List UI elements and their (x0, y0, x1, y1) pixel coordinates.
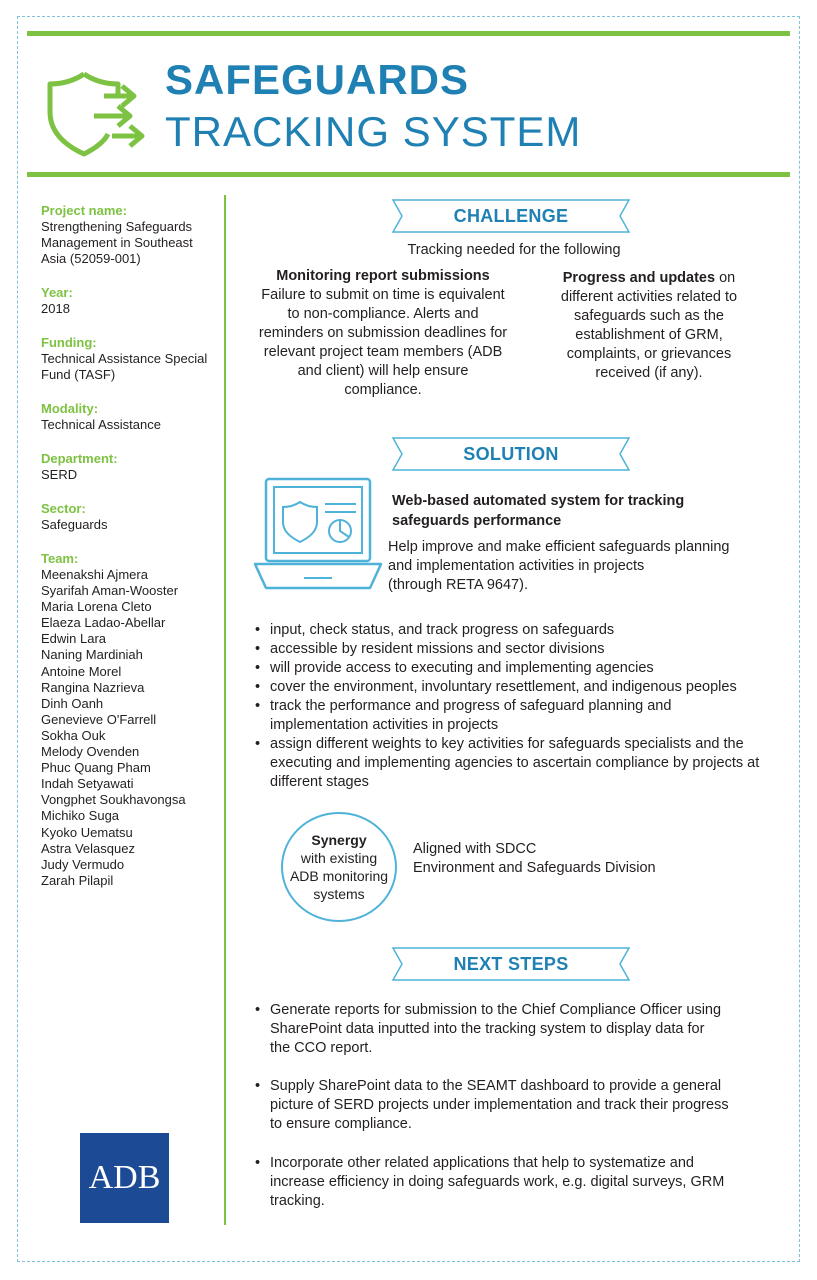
solution-desc-line1: Help improve and make efficient safeguards planning (388, 539, 730, 555)
synergy-title: Synergy (311, 832, 367, 848)
team-list (41, 567, 219, 889)
challenge-left-column (258, 267, 508, 400)
funding-value: Technical Assistance Special Fund (TASF) (41, 351, 208, 382)
team-member: Maria Lorena Cleto (41, 599, 152, 615)
project-name-value: Strengthening Safeguards Management in Southeast Asia (52059-001) (41, 219, 193, 266)
team-member: Sokha Ouk (41, 727, 106, 743)
synergy-line3: systems (313, 886, 365, 902)
modality-value: Technical Assistance (41, 417, 161, 432)
team-member: Rangina Nazrieva (41, 679, 145, 695)
next-steps-list (255, 1001, 725, 1058)
team-member: Dinh Oanh (41, 695, 104, 711)
team-member: Meenakshi Ajmera (41, 567, 148, 582)
team-member: Edwin Lara (41, 631, 107, 647)
solution-title-line2: safeguards performance (392, 513, 562, 529)
funding-label: Funding: (41, 335, 97, 350)
year-label: Year: (41, 285, 73, 300)
shield-arrows-icon (44, 68, 154, 160)
team-member: Syarifah Aman-Wooster (41, 583, 179, 599)
challenge-left-title: Monitoring report submissions (276, 268, 490, 284)
team-member: Zarah Pilapil (41, 872, 114, 888)
challenge-left-body: Failure to submit on time is equivalent to non-compliance. Alerts and reminders on submission deadlines for relevant project team members (ADB and client) will help ensure compliance. (258, 287, 508, 398)
list-item: • will provide access to executing and implementing agencies (255, 659, 783, 678)
solution-banner (392, 437, 630, 471)
sector-label: Sector: (41, 501, 86, 516)
challenge-right-body: on different activities related to safeguards such as the establishment of GRM, complaints, or grievances received (if any). (560, 270, 738, 381)
team-member: Indah Setyawati (41, 776, 134, 792)
next-steps-heading: NEXT STEPS (453, 954, 569, 974)
challenge-right-column (548, 269, 750, 383)
laptop-shield-chart-icon (252, 476, 384, 594)
header-bottom-rule (27, 172, 790, 177)
project-info-sidebar (41, 203, 219, 907)
next-steps-banner (392, 947, 630, 981)
team-member: Phuc Quang Pham (41, 760, 151, 776)
solution-description (388, 538, 730, 595)
adb-logo: ADB (80, 1133, 169, 1223)
solution-title-line1: Web-based automated system for tracking (392, 493, 685, 509)
list-item: • assign different weights to key activities for safeguards specialists and the executing and implementing agencies to ascertain compliance by projects at different stages (255, 735, 783, 792)
modality-label: Modality: (41, 401, 99, 416)
challenge-intro: Tracking needed for the following (407, 242, 621, 258)
solution-desc-line3: (through RETA 9647). (388, 577, 528, 593)
team-member: Michiko Suga (41, 808, 120, 824)
team-member: Judy Vermudo (41, 856, 125, 872)
synergy-line2: ADB monitoring (289, 868, 389, 884)
list-item: • track the performance and progress of safeguard planning and implementation activities in projects (255, 697, 705, 735)
list-item: • accessible by resident missions and sector divisions (255, 640, 783, 659)
sector-value: Safeguards (41, 517, 108, 532)
team-member: Elaeza Ladao-Abellar (41, 615, 166, 631)
solution-desc-line2: and implementation activities in projects (388, 558, 645, 574)
solution-title (392, 491, 684, 531)
aligned-line2: Environment and Safeguards Division (413, 860, 656, 876)
team-member: Melody Ovenden (41, 744, 140, 760)
team-member: Naning Mardiniah (41, 647, 143, 663)
team-member: Kyoko Uematsu (41, 824, 133, 840)
list-item: • Generate reports for submission to the Chief Compliance Officer using SharePoint data inputted into the tracking system to display data for the CCO report. (255, 1001, 725, 1058)
aligned-line1: Aligned with SDCC (413, 841, 537, 857)
year-value: 2018 (41, 301, 70, 316)
next-steps-list (255, 1077, 733, 1134)
challenge-heading: CHALLENGE (453, 206, 569, 226)
next-steps-list (255, 1154, 725, 1211)
department-value: SERD (41, 467, 78, 482)
list-item: • Incorporate other related applications that help to systematize and increase efficiency in doing safeguards work, e.g. digital surveys, GRM tracking. (255, 1154, 725, 1211)
team-member: Astra Velasquez (41, 840, 135, 856)
page-title-line2: TRACKING SYSTEM (165, 108, 582, 155)
list-item: • Supply SharePoint data to the SEAMT dashboard to provide a general picture of SERD projects under implementation and track their progress to ensure compliance. (255, 1077, 733, 1134)
solution-feature-list (255, 621, 783, 792)
synergy-line1: with existing (300, 850, 378, 866)
project-name-label: Project name: (41, 203, 127, 218)
solution-heading: SOLUTION (463, 444, 559, 464)
sidebar-divider (224, 195, 226, 1225)
department-label: Department: (41, 451, 118, 466)
team-member: Vongphet Soukhavongsa (41, 792, 186, 808)
team-member: Antoine Morel (41, 663, 122, 679)
aligned-with-text (413, 840, 656, 878)
top-rule (27, 31, 790, 36)
list-item: • cover the environment, involuntary resettlement, and indigenous peoples (255, 678, 783, 697)
synergy-circle (281, 812, 397, 922)
team-label: Team: (41, 551, 79, 566)
challenge-banner (392, 199, 630, 233)
team-member: Genevieve O'Farrell (41, 711, 157, 727)
page-title-line1: SAFEGUARDS (165, 56, 470, 103)
list-item: • input, check status, and track progress on safeguards (255, 621, 783, 640)
challenge-right-title: Progress and updates (562, 270, 716, 286)
